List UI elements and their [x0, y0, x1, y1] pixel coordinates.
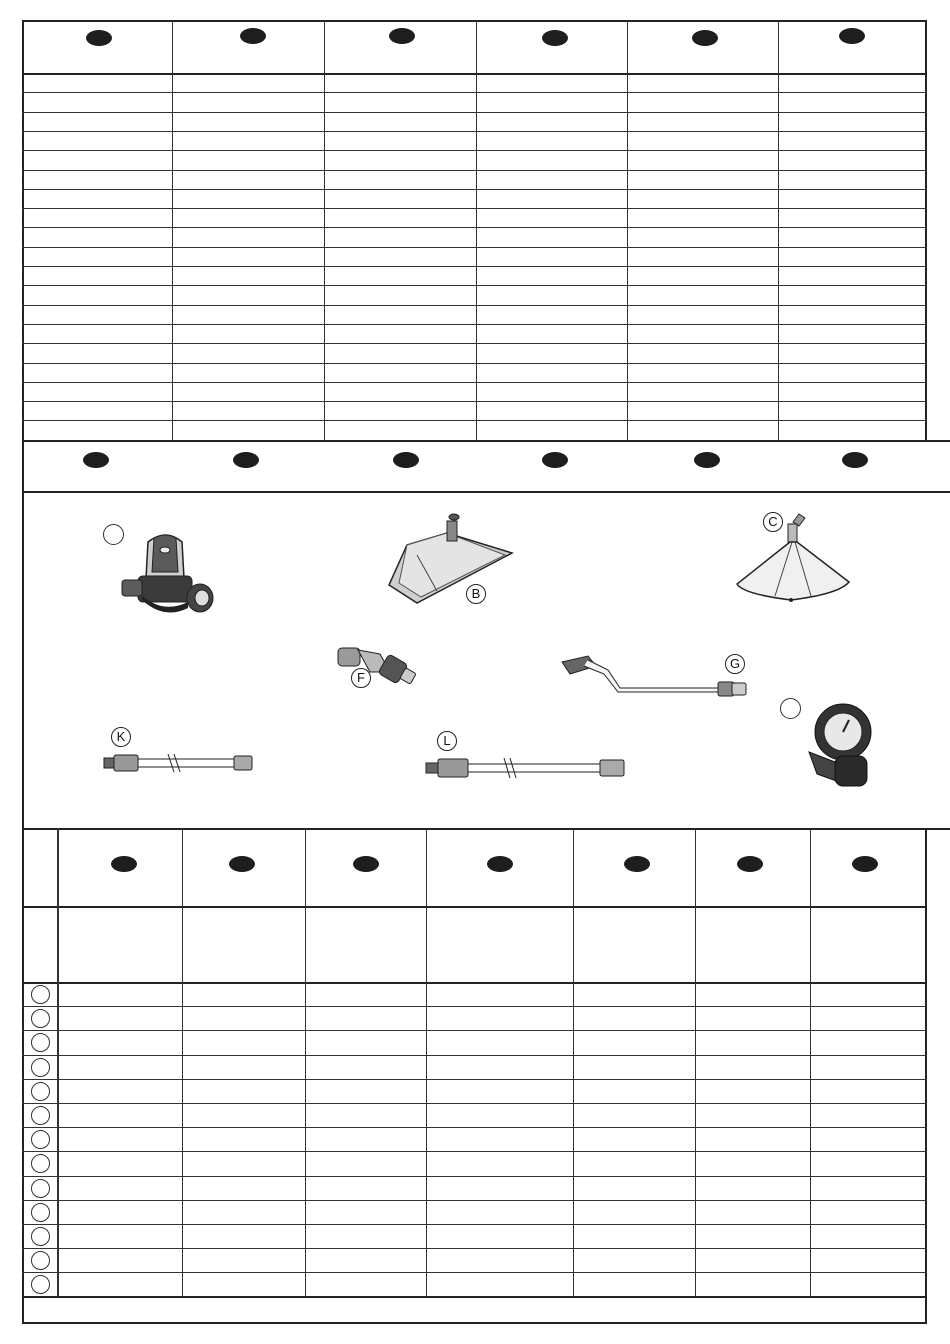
- bottom-table-col-divider: [426, 828, 427, 1296]
- bottom-table-col-divider: [573, 828, 574, 1296]
- pressure-gauge-marker: [780, 698, 801, 719]
- angled-nozzle-illustration: [336, 642, 418, 690]
- language-badge-8: [233, 452, 259, 468]
- bottom-table-row-line: [22, 1176, 927, 1177]
- accessory-c-label: C: [763, 512, 783, 532]
- language-badge-15: [353, 856, 379, 872]
- top-table-row-line: [22, 401, 927, 402]
- language-badge-4: [542, 30, 568, 46]
- top-table-row-line: [22, 227, 927, 228]
- bottom-table-header-separator-2: [22, 982, 927, 984]
- language-badge-9: [393, 452, 419, 468]
- top-table-row-line: [22, 324, 927, 325]
- top-table: [22, 20, 927, 442]
- language-badge-12: [842, 452, 868, 468]
- short-extension-tube-illustration: [102, 752, 257, 774]
- top-table-row-line: [22, 170, 927, 171]
- bottom-table-row-line: [22, 1127, 927, 1128]
- language-badge-19: [852, 856, 878, 872]
- top-table-row-line: [22, 382, 927, 383]
- top-table-row-line: [22, 363, 927, 364]
- bottom-table-row-line: [22, 1030, 927, 1031]
- bottom-table-col-divider: [810, 828, 811, 1296]
- bottom-table-row-line: [22, 1006, 927, 1007]
- top-table-row-line: [22, 92, 927, 93]
- top-table-row-line: [22, 285, 927, 286]
- pressure-valve-illustration: [118, 528, 218, 623]
- row-marker-circle: [31, 1203, 50, 1222]
- spray-lance-illustration: [558, 652, 753, 700]
- accessory-l-label: L: [437, 731, 457, 751]
- top-table-col-divider: [476, 20, 477, 442]
- top-table-header-separator: [22, 73, 927, 75]
- language-badge-14: [229, 856, 255, 872]
- top-table-row-line: [22, 266, 927, 267]
- bottom-table-row-line: [22, 1248, 927, 1249]
- top-table-row-line: [22, 247, 927, 248]
- top-table-col-divider: [778, 20, 779, 442]
- language-badge-13: [111, 856, 137, 872]
- top-table-row-line: [22, 305, 927, 306]
- bottom-table-row-line: [22, 1103, 927, 1104]
- bottom-table-col-divider: [305, 828, 306, 1296]
- language-badge-16: [487, 856, 513, 872]
- row-marker-circle: [31, 1082, 50, 1101]
- top-table-row-line: [22, 150, 927, 151]
- bottom-table-row-line: [22, 1055, 927, 1056]
- bottom-table-row-line: [22, 1079, 927, 1080]
- bottom-table-col-divider: [695, 828, 696, 1296]
- bottom-table-col-divider: [182, 828, 183, 1296]
- accessory-g-label: G: [725, 654, 745, 674]
- language-badge-6: [839, 28, 865, 44]
- language-badge-2: [240, 28, 266, 44]
- bottom-table-row-line: [22, 1151, 927, 1152]
- language-badge-11: [694, 452, 720, 468]
- cone-spray-shield-illustration: [735, 512, 853, 604]
- row-marker-circle: [31, 1179, 50, 1198]
- accessory-k-label: K: [111, 727, 131, 747]
- top-table-col-divider: [172, 20, 173, 442]
- bottom-table-header-separator-1: [22, 906, 927, 908]
- top-table-col-divider: [627, 20, 628, 442]
- row-marker-circle: [31, 1227, 50, 1246]
- language-badge-7: [83, 452, 109, 468]
- flat-spray-shield-illustration: [387, 505, 522, 605]
- top-table-row-line: [22, 208, 927, 209]
- accessory-b-label: B: [466, 584, 486, 604]
- accessory-header-separator: [22, 491, 950, 493]
- top-table-row-line: [22, 420, 927, 421]
- language-badge-5: [692, 30, 718, 46]
- long-extension-tube-illustration: [424, 756, 628, 780]
- language-badge-10: [542, 452, 568, 468]
- accessory-f-label: F: [351, 668, 371, 688]
- pressure-gauge-illustration: [805, 702, 875, 792]
- row-marker-circle: [31, 1106, 50, 1125]
- top-table-col-divider: [324, 20, 325, 442]
- language-badge-3: [389, 28, 415, 44]
- accessory-panel-top-border: [22, 440, 950, 442]
- language-badge-17: [624, 856, 650, 872]
- top-table-row-line: [22, 131, 927, 132]
- top-table-row-line: [22, 112, 927, 113]
- bottom-table-row-line: [22, 1224, 927, 1225]
- top-table-row-line: [22, 189, 927, 190]
- language-badge-1: [86, 30, 112, 46]
- bottom-table-row-line: [22, 1200, 927, 1201]
- row-marker-circle: [31, 1058, 50, 1077]
- bottom-table-footer-separator: [22, 1296, 927, 1298]
- bottom-table-col-divider: [57, 828, 59, 1296]
- top-table-row-line: [22, 343, 927, 344]
- language-badge-18: [737, 856, 763, 872]
- bottom-table: [22, 828, 927, 1324]
- bottom-table-row-line: [22, 1272, 927, 1273]
- row-marker-circle: [31, 985, 50, 1004]
